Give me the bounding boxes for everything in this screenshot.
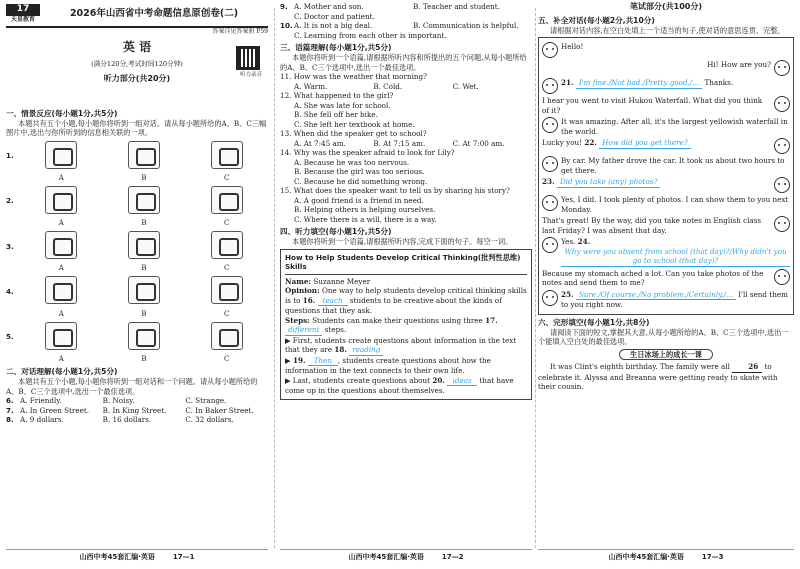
answer-19[interactable]: Then (308, 356, 338, 367)
column-divider (274, 8, 275, 548)
question-6: 6. A. Friendly. B. Noisy. C. Strange. (6, 396, 227, 406)
page-footer: 山西中考45套汇编·英语 17—2 (280, 549, 532, 565)
answer-25[interactable]: Sure./Of course./No problem./Certainly./... (576, 290, 736, 301)
question-15: 15. What does the speaker want to tell us by sharing his story? (280, 186, 510, 196)
question-8: 8. A. 9 dollars. B. 16 dollars. C. 32 dollars. (6, 415, 234, 425)
written-section-title: 笔试部分(共100分) (629, 2, 702, 11)
page-footer: 山西中考45套汇编·英语 17—1 (6, 549, 268, 565)
page-number: 17—3 (701, 552, 724, 561)
noodles-icon (128, 276, 160, 304)
speaker-b-icon (774, 216, 790, 232)
question-10: 10. A. It is not a big deal. B. Communication is helpful. (280, 21, 519, 30)
speaker-b-icon (774, 60, 790, 76)
bicycle-icon (45, 231, 77, 259)
question-9-option-c: C. Doctor and patient. (294, 11, 375, 21)
section-5-intro: 请根据对话内容,在空白处填上一个适当的句子,使对话的意思连贯、完整。 (550, 25, 785, 35)
picture-row: 2. (6, 183, 268, 219)
notes-title: How to Help Students Develop Critical Thinking(批判性思维) Skills (285, 253, 527, 275)
answer-22[interactable]: How did you get there? (599, 138, 690, 149)
speaker-b-icon (774, 269, 790, 285)
answer-17[interactable]: different (285, 325, 322, 336)
qr-code[interactable] (236, 46, 260, 70)
section-6-intro: 请阅读下面的短文,掌握其大意,从每小题所给的A、B、C三个选项中,选出一个能填入空白处的最佳选项。 (538, 327, 789, 347)
story-title-banner (538, 349, 794, 361)
exam-title: 2026年山西省中考命题信息原创卷(二) (69, 7, 239, 19)
question-11-options: A. Warm. B. Cold. C. Wet. (294, 81, 479, 91)
answer-18[interactable]: reading (349, 345, 383, 356)
subject-title: 英 语 (122, 39, 152, 54)
piano-icon (211, 186, 243, 214)
page-number: 17—2 (441, 552, 464, 561)
speaker-b-icon (774, 138, 790, 154)
page-number: 17—1 (172, 552, 195, 561)
pizza-icon (211, 276, 243, 304)
qr-label: 听力录音 (239, 71, 262, 78)
notebook-icon (211, 141, 243, 169)
section-4-intro: 本题你将听到一个语篇,请根据所听内容,完成下面的句子。每空一词。 (292, 237, 513, 247)
picture-row: 3. (6, 228, 268, 264)
section-5-title: 五、补全对话(每小题2分,共10分) (538, 15, 655, 25)
brand-logo: 天星教育 (10, 15, 35, 23)
section-6-title: 六、完形填空(每小题1分,共8分) (538, 317, 650, 327)
picture-questions: 1. A B C 2. A B C 3. A B C 4. A B C 5. A B C (6, 138, 268, 364)
story-paragraph: It was Clint's eighth birthday. The family were all 26 to celebrate it. Alyssa and Breanna were getting ready to skate with their cousin. (538, 362, 778, 392)
notes-box: How to Help Students Develop Critical Thinking(批判性思维) Skills Name: Suzanne Meyer Opinion: One way to help students develop critical thinking skills is to 16. teach students to be creative about the kinds of questions that they ask. Steps: Students can make their questions using three 17. different steps. ▶ First, students create questions about information in the text that they are 18. reading ▶ 19. Then , students create questions about how the information in the text connects to their own life. ▶ Last, students create questions about 20. ideas that have come up in the questions about themselves. (280, 249, 532, 400)
page-column-3 (538, 2, 794, 550)
speaker-a-icon (542, 42, 558, 58)
backpack-icon (128, 141, 160, 169)
blank-26[interactable]: 26 (732, 362, 762, 373)
speaker-b-icon (774, 96, 790, 112)
section-2-intro: 本题共有五个小题,每小题你将听到一组对话和一个问题。请从每小题所给的A、B、C三个选项中,选出一个最佳选项。 (6, 377, 258, 396)
speaker-a-icon (542, 195, 558, 211)
question-11: 11. How was the weather that morning? (280, 72, 427, 82)
section-3-intro: 本题你将听到一个语篇,请根据所听内容和所提出的五个问题,从每小题所给的A、B、C三个选项中,选出一个最佳选项。 (280, 53, 527, 72)
paper-number-badge: 17 (6, 4, 40, 16)
answer-reference: 答案详见答案册 P59 (212, 28, 268, 35)
section-1-title: 一、情景反应(每小题1分,共5分) (6, 108, 118, 118)
section-1-intro: 本题共有五个小题,每小题你将听到一组对话。请从每小题所给的A、B、C三幅图片中,选出与你所听到的信息相关联的一项。 (6, 118, 267, 138)
running-icon (45, 322, 77, 350)
brand-block (6, 4, 40, 24)
exam-header (6, 2, 268, 28)
column-divider (535, 8, 536, 548)
section-2-title: 二、对话理解(每小题1分,共5分) (6, 367, 118, 377)
section-3-title: 三、语篇理解(每小题1分,共5分) (280, 43, 392, 52)
page-column-2: 9. A. Mother and son. B. Teacher and student. C. Doctor and patient. 10. A. It is not a big deal. B. Communication is helpful. C. Learning from each other is important. 三、语篇理解(每小题1分,共5分) 本题你将听到一个语篇,请根据所听内容和所提出的五个问题,从每小题所给的A、B、C三个选项中,选出一个最佳选项。 11. How was the weather that morning? A. Warm. B. Cold. C. Wet. 12. What happened to the girl? A. She was late for school. B. She fell off her bike. C. She left her textbook at home. 13. When did the speaker get to school? A. At 7:45 am. B. At 7:15 am. C. At 7:00 am. 14. Why was the speaker afraid to look for Lily? A. Because he was too nervous. B. Because the girl was too serious. C. Because he did something wrong. 15. What does the speaker want to tell us by sharing his story? A. A good friend is a friend in need. B. Helping others is helping ourselves. C. Where there is a will, there is a way. 四、听力填空(每小题1分,共5分) 本题你将听到一个语篇,请根据所听内容,完成下面的句子。每空一词。 How to Help Students Develop Critical Thinking(批判性思维) Skills Name: Suzanne Meyer Opinion: One way to help students develop critical thinking skills is to 16. teach students to be creative about the kinds of questions that they ask. Steps: Students can make their questions using three 17. different steps. ▶ First, students create questions about information in the text that they are 18. reading ▶ 19. Then , students create questions about how the information in the text connects to their own life. ▶ Last, students create questions about 20. ideas that have come up in the questions about themselves. (280, 2, 532, 550)
question-14: 14. Why was the speaker afraid to look for Lily? (280, 148, 455, 158)
section-4-title: 四、听力填空(每小题1分,共5分) (280, 227, 392, 237)
question-12: 12. What happened to the girl? (280, 91, 394, 101)
dialogue-box: Hello! Hi! How are you? 21. I'm fine./Not bad./Pretty good./... Thanks. I hear you went to visit Hukou Waterfall. What did you think of it? It was amazing. After all, it's the largest yellowish waterfall in the world. Lucky you! 22. How did you get there? By car. My father drove the car. It took us about two hours to get there. 23. Did you take (any) photos? Yes, I did. I took plenty of photos. I can show them to you next Monday. That's great! By the way, did you take notes in English class last Friday? I was absent that day. Yes. 24. Why were you absent from school (that day)?/Why didn't you go to school (that day)? Because my stomach ached a lot. Can you take photos of the notes and send them to me? 25. Sure./Of course./No problem./Certainly./... I'll send them to you right now. (538, 37, 794, 315)
speaker-a-icon (542, 117, 558, 133)
question-13: 13. When did the speaker get to school? (280, 129, 427, 139)
answer-23[interactable]: Did you take (any) photos? (557, 177, 661, 188)
listening-section-title: 听力部分(共20分) (103, 74, 171, 84)
speaker-a-icon (542, 156, 558, 172)
taxi-icon (128, 231, 160, 259)
speaker-a-icon (542, 237, 558, 253)
question-13-options: A. At 7:45 am. B. At 7:15 am. C. At 7:00 am. (294, 138, 505, 148)
answer-21[interactable]: I'm fine./Not bad./Pretty good./... (576, 78, 702, 89)
page-column-1 (6, 2, 268, 550)
picture-row: 5. (6, 319, 268, 355)
question-10-option-c: C. Learning from each other is important. (294, 30, 447, 40)
speaker-a-icon (542, 290, 558, 306)
cassette-player-icon (45, 141, 77, 169)
exam-info: (满分120分,考试时间120分钟) (91, 59, 183, 68)
answer-16[interactable]: teach (318, 296, 348, 307)
picture-row: 1. (6, 138, 268, 174)
answer-24[interactable]: Why were you absent from school (that day)?/Why didn't you go to school (that day)? (561, 247, 790, 267)
answer-20[interactable]: ideas (447, 376, 477, 387)
question-9: 9. A. Mother and son. B. Teacher and student. (280, 2, 500, 11)
train-icon (211, 231, 243, 259)
fruit-icon (45, 276, 77, 304)
guitar-icon (45, 186, 77, 214)
erhu-icon (128, 186, 160, 214)
speaker-name: Suzanne Meyer (313, 276, 371, 286)
speaker-a-icon (542, 78, 558, 94)
swimming-icon (128, 322, 160, 350)
picture-row: 4. (6, 274, 268, 310)
speaker-b-icon (774, 177, 790, 193)
page-footer: 山西中考45套汇编·英语 17—3 (538, 549, 794, 565)
question-7: 7. A. In Green Street. B. In King Street. C. In Baker Street. (6, 405, 254, 415)
story-title: 生日冰场上的成长一课 (619, 349, 713, 361)
cycling-icon (211, 322, 243, 350)
